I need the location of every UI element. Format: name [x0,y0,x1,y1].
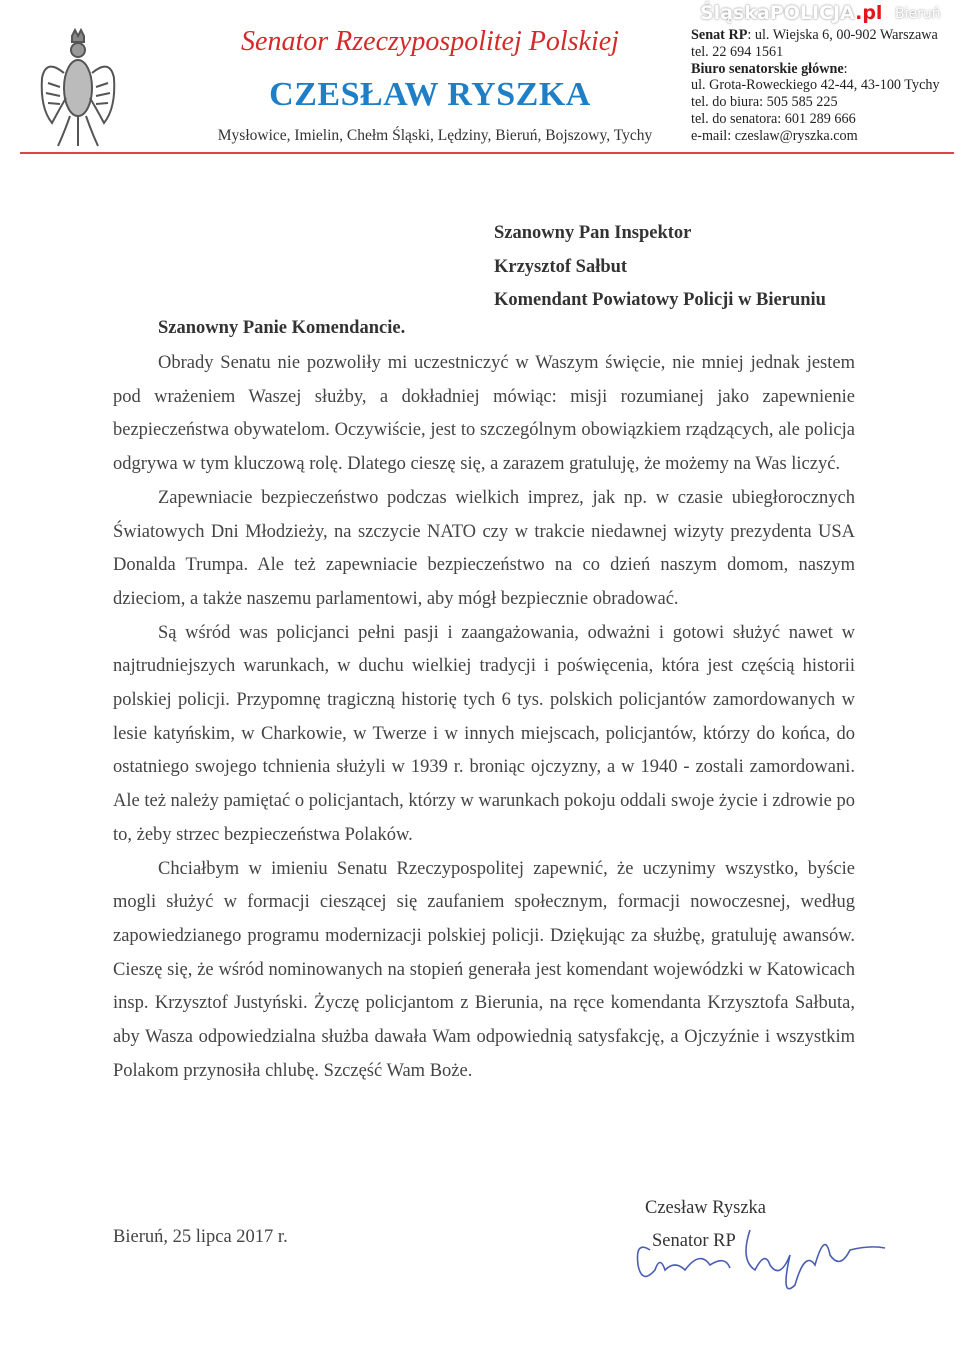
polish-eagle-emblem-icon [38,28,118,150]
salutation: Szanowny Panie Komendancie. [158,318,406,338]
paragraph: Chciałbym w imieniu Senatu Rzeczypospolitej zapewnić, że uczynimy wszystko, byście mogli służyć w formacji cieszącej się zaufaniem społecznym, formacji nowoczesnej, według zapowiedzianego programu modernizacji polskiej policji. Dziękując za służbę, gratuluję awansów. Cieszę się, że wśród nominowanych na stopień generała jest komendant wojewódzki w Katowicach insp. Krzysztof Justyński. Życzę policjantom z Bierunia, na ręce komendanta Krzysztofa Sałbuta, aby Wasza odpowiedzialna służba dawała Wam odpowiednią satysfakcję, a Ojczyźnie i wszystkim Polakom przynosiła chlubę. Szczęść Wam Boże. [113,858,855,1081]
addressee [494,217,826,318]
senat-address: : ul. Wiejska 6, 00-902 Warszawa [747,27,938,43]
signer-name: Czesław Ryszka [645,1198,767,1218]
email: e-mail: czeslaw@ryszka.com [691,127,858,144]
watermark-main: ŚląskaPOLICJA [700,2,856,24]
header-divider [20,152,954,154]
paragraph: Są wśród was policjanci pełni pasji i zaangażowania, odważni i gotowi służyć nawet w najtrudniejszych warunkach, w duchu wielkiej tradycji i poświęcenia, która jest częścią historii polskiej policji. Przypomnę tragiczną historię tych 6 tys. polskich policjantów zamordowanych w lesie katyńskim, w Charkowie, w Twerze i w innych miejscach, policjantów, którzy do końca, do ostatniego swojego tchnienia służyli w 1939 r. broniąc ojczyzny, a w 1940 - zostali zamordowani. Ale też należy pamiętać o policjantach, którzy w warunkach pokoju oddali swoje życie i zdrowie po to, żeby strzec bezpieczeństwa Polaków. [113,622,855,845]
header-contact: Senat RP: ul. Wiejska 6, 00-902 Warszawa tel. 22 694 1561 Biuro senatorskie główne: ul. Grota-Roweckiego 42-44, 43-100 Tychy tel. do biura: 505 585 225 tel. do senatora: 601 289 666 e-mail: czeslaw@ryszka.com [691,27,940,144]
signer-role: Senator RP [652,1231,736,1251]
addressee-line: Komendant Powiatowy Policji w Bieruniu [494,290,826,311]
addressee-line: Szanowny Pan Inspektor [494,223,692,243]
office-address: ul. Grota-Roweckiego 42-44, 43-100 Tychy [691,77,940,94]
paragraph: Obrady Senatu nie pozwoliły mi uczestniczyć w Waszym święcie, nie mniej jednak jestem pod wrażeniem Waszej służby, a dokładniej mówiąc: misji rozumianej jako zapewnienie bezpieczeństwa obywatelom. Oczywiście, jest to szczególnym obowiązkiem rządzących, ale policja odgrywa w tym kluczową rolę. Dlatego cieszę się, a zarazem gratuluję, że możemy na Was liczyć. [113,353,855,475]
handwritten-signature-icon [630,1210,890,1295]
addressee-line: Krzysztof Sałbut [494,256,628,277]
paragraph: Zapewniacie bezpieczeństwo podczas wielkich imprez, jak np. w czasie ubiegłorocznych Światowych Dni Młodzieży, na szczycie NATO czy w trakcie niedawnej wizyty prezydenta USA Donalda Trumpa. Ale też zapewniacie bezpieczeństwo na co dzień naszym domom, naszym dzieciom, a także naszemu parlamentowi, aby mógł bezpiecznie obradować. [113,487,855,609]
senator-phone: tel. do senatora: 601 289 666 [691,110,856,127]
header-title: Senator Rzeczypospolitej Polskiej [241,26,619,57]
watermark-domain: .pl [855,2,883,24]
office-phone: tel. do biura: 505 585 225 [691,94,838,111]
watermark-sub: Bieruń [895,6,941,22]
letter-date: Bieruń, 25 lipca 2017 r. [113,1227,288,1247]
senator-name: CZESŁAW RYSZKA [269,76,591,113]
senat-phone: tel. 22 694 1561 [691,43,784,60]
letter-body [113,347,855,1088]
header-towns: Mysłowice, Imielin, Chełm Śląski, Lędziny, Bieruń, Bojszowy, Tychy [217,127,653,144]
senat-label: Senat RP [691,27,748,43]
watermark-logo [700,2,882,24]
office-label: Biuro senatorskie główne [691,60,844,77]
